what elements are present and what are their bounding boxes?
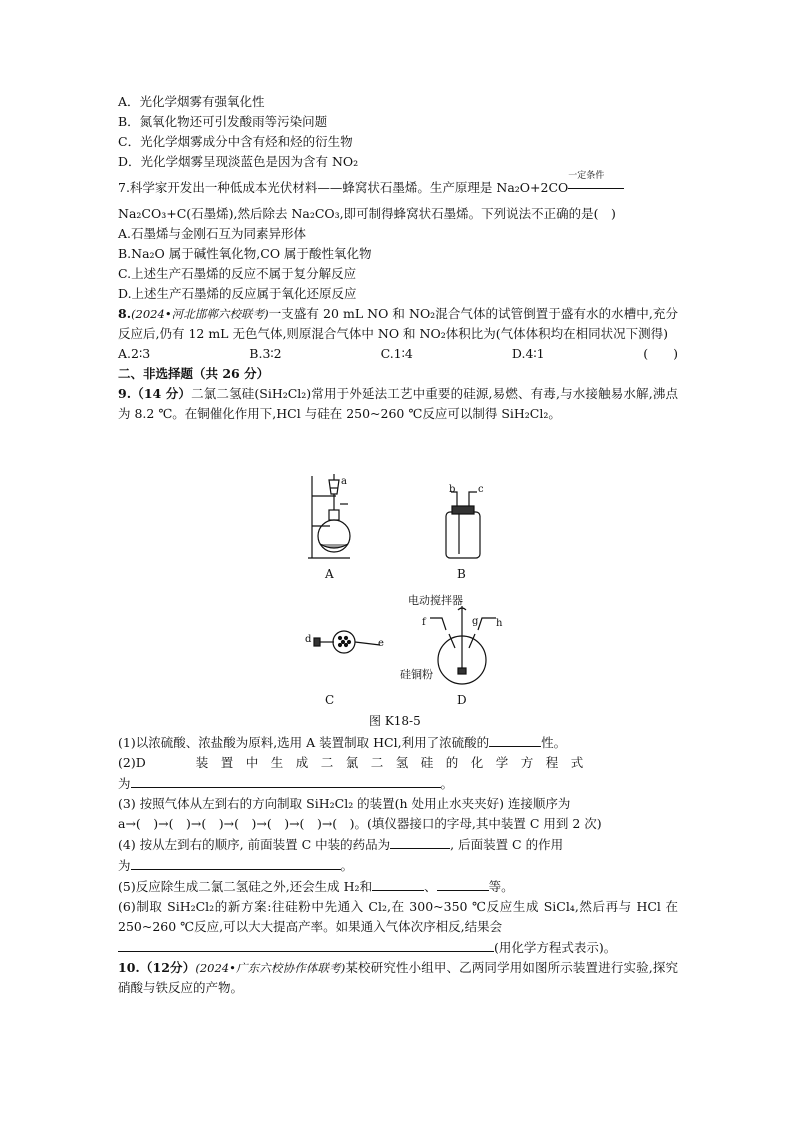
- q9-sub5: [118, 876, 678, 897]
- q9-sub3-b: a→( )→( )→( )→( )→( )→( )→( )。(填仪器接口的字母,其中装置 C 用到 2 次): [118, 816, 602, 831]
- port-label-h: h: [496, 618, 503, 629]
- figure-label-b: B: [457, 567, 466, 581]
- figure-caption: 图 K18-5: [369, 714, 421, 728]
- answer-blank[interactable]: [372, 876, 424, 891]
- figure-label-d: D: [457, 693, 467, 707]
- q9-sub1-tail: 性。: [541, 735, 567, 750]
- answer-blank[interactable]: [437, 876, 489, 891]
- q8-options: [118, 344, 643, 364]
- q6-option-a: A．光化学烟雾有强氧化性: [118, 94, 265, 109]
- figure-label-a: A: [325, 567, 334, 581]
- q9-sub2-a: (2)D 装 置 中 生 成 二 氯 二 氢 硅 的 化 学 方 程 式: [118, 755, 584, 770]
- figure-label-c: C: [325, 693, 335, 707]
- q9-sub4-text: (4) 按从左到右的顺序, 前面装置 C 中装的药品为: [118, 837, 391, 852]
- q9-stem: [118, 384, 678, 424]
- q9-sub2-lead: 为: [118, 776, 131, 791]
- apparatus-b-drawing: [446, 492, 480, 558]
- q9-sub4-b: [118, 855, 678, 876]
- q9-sub1: [118, 732, 678, 753]
- port-label-f: f: [422, 617, 426, 628]
- q10-text: 某校研究性小组甲、乙两同学用如图所示装置进行实验,探究硝酸与铁反应的产物。: [118, 960, 678, 995]
- q6-option-d: D．光化学烟雾呈现淡蓝色是因为含有 NO₂: [118, 154, 359, 169]
- reaction-arrow: [568, 171, 624, 198]
- port-label-a: a: [341, 476, 347, 487]
- q9-sub4-tail: 。: [340, 858, 354, 873]
- q10-source: (2024•广东六校协作体联考): [195, 961, 346, 975]
- answer-blank[interactable]: [131, 773, 441, 788]
- q8-option-b: B.3∶2: [249, 346, 282, 361]
- q9-sub5-tail: 等。: [488, 879, 514, 894]
- port-label-b: b: [449, 484, 456, 495]
- stirrer-label: 电动搅拌器: [408, 594, 463, 607]
- q9-sub6-a: (6)制取 SiH₂Cl₂的新方案:往硅粉中先通入 Cl₂,在 300~350 ℃反应生成 SiCl₄,然后再与 HCl 在 250~260 ℃反应,可以大大提高产率。如果通入气体次序相反,结果会: [118, 899, 678, 934]
- q9-sub4-a: [118, 834, 678, 855]
- q8-answer-paren: ( ): [643, 346, 678, 361]
- q7-stem-a: 7.科学家开发出一种低成本光伏材料——蜂窝状石墨烯。生产原理是 Na₂O+2CO: [118, 180, 569, 195]
- q10-stem: [118, 958, 678, 998]
- q8-option-d: D.4∶1: [511, 346, 545, 361]
- q9-sub5-text: (5)反应除生成二氯二氢硅之外,还会生成 H₂和: [118, 879, 373, 894]
- port-label-e: e: [378, 638, 384, 649]
- q7-option-c: C.上述生产石墨烯的反应不属于复分解反应: [118, 266, 357, 281]
- section-heading: 二、非选择题（共 26 分）: [118, 366, 270, 381]
- q7-option-b: B.Na₂O 属于碱性氧化物,CO 属于酸性氧化物: [118, 246, 372, 261]
- apparatus-d-drawing: [430, 606, 496, 684]
- q9-sub3-a: (3) 按照气体从左到右的方向制取 SiH₂Cl₂ 的装置(h 处用止水夹夹好) 连接顺序为: [118, 796, 571, 811]
- q6-option-c: C．光化学烟雾成分中含有烃和烃的衍生物: [118, 134, 353, 149]
- apparatus-c-drawing: [314, 631, 380, 653]
- q9-sub2-tail: 。: [440, 776, 454, 791]
- q9-sub2-b: [118, 773, 678, 794]
- reaction-condition: 一定条件: [568, 171, 605, 181]
- q8-source: (2024•河北邯郸六校联考): [131, 307, 269, 321]
- q9-subquestions: [118, 732, 678, 998]
- q8-option-a: A.2∶3: [118, 346, 151, 361]
- answer-blank[interactable]: [131, 855, 341, 870]
- q8-text: 一支盛有 20 mL NO 和 NO₂混合气体的试管倒置于盛有水的水槽中,充分反应后,仍有 12 mL 无色气体,则原混合气体中 NO 和 NO₂体积比为(气体体积均在相同状况下测得): [118, 306, 678, 341]
- port-label-c: c: [478, 484, 484, 495]
- q6-option-b: B．氮氧化物还可引发酸雨等污染问题: [118, 114, 328, 129]
- answer-blank[interactable]: [118, 937, 494, 952]
- answer-blank[interactable]: [390, 834, 450, 849]
- port-label-g: g: [472, 616, 479, 627]
- q9-head: 9.（14 分）: [118, 386, 192, 401]
- powder-label: 硅铜粉: [400, 668, 433, 681]
- q9-sub4-lead: 为: [118, 858, 131, 873]
- q7-stem-line1: [118, 171, 678, 198]
- question-page: [118, 92, 678, 424]
- answer-blank[interactable]: [489, 732, 541, 747]
- q9-sub1-text: (1)以浓硫酸、浓盐酸为原料,选用 A 装置制取 HCl,利用了浓硫酸的: [118, 735, 490, 750]
- q8-option-c: C.1∶4: [380, 346, 413, 361]
- q8-number: 8.: [118, 306, 132, 321]
- q9-sub5-sep: 、: [424, 879, 437, 894]
- q9-sub6-b: [118, 937, 678, 958]
- port-label-d: d: [305, 634, 312, 645]
- q7-stem-b: Na₂CO₃+C(石墨烯),然后除去 Na₂CO₃,即可制得蜂窝状石墨烯。下列说法不正确的是( ): [118, 206, 616, 221]
- q9-sub6-tail: (用化学方程式表示)。: [494, 940, 617, 955]
- q9-sub4-mid: , 后面装置 C 的作用: [450, 837, 564, 852]
- q9-text: 二氯二氢硅(SiH₂Cl₂)常用于外延法工艺中重要的硅源,易燃、有毒,与水接触易水解,沸点为 8.2 ℃。在铜催化作用下,HCl 与硅在 250~260 ℃反应可以制得 SiH₂Cl₂。: [118, 386, 678, 421]
- q7-option-d: D.上述生产石墨烯的反应属于氧化还原反应: [118, 286, 357, 301]
- q10-head: 10.（12分）: [118, 960, 196, 975]
- q7-option-a: A.石墨烯与金刚石互为同素异形体: [118, 226, 307, 241]
